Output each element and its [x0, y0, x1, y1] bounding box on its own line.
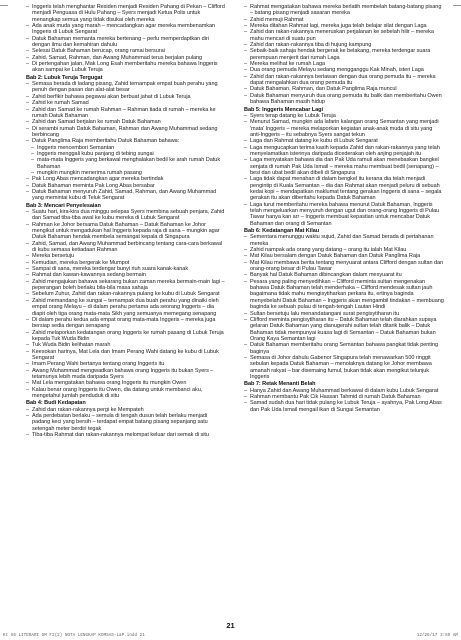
bullet-item: – Rahmat dan kawan-kawannya sedang bermain [26, 272, 226, 278]
bullet-item: – Sebelum Zuhur, Zahid dan rakan-rakannya pulang ke kubu di Lubuk Sengarat [26, 291, 226, 297]
bullet-item: – mungkin mungkin menerima rumah pasang [26, 170, 226, 176]
bullet-item: – Ada perdebatan berlaku – semula di tengah dusun telah berlaku menjadi padang keci yang bersih – terdapat empat batang pisang sepanjang satu setengah meter berdiri tegak [26, 413, 226, 432]
bullet-item: – Dua orang pemuda Melayu sedang mengganggu Kak Minah, isteri Laga [244, 67, 444, 73]
bullet-item: – Hanya Zahid dan Awang Muhammad berkawal di dalam kubu Lubuk Sengarat [244, 388, 444, 394]
bullet-item: – Rahmat mengatakan bahawa mereka berlatih membelah batang-batang pisang – batang pisang menjadi sasaran mereka [244, 4, 444, 17]
bullet-item: – Laga dan Rahmat datang ke kubu di Lubuk Sengarat [244, 138, 444, 144]
bullet-item: – Pesara yang paling menyedihkan – Clifford meminta sultan mengenakan bahawa Datuk Bahaman telah menderhaka – Clifford mendesak sultan jauh bagaimana tidak mahu mengisytiharkan perkara itu, ertinya baginda menyebelahi Datuk Bahaman – Inggeris akan mengambil tindakan – membuang baginda ke sebuah pulau di tengah-tengah Lautan Hindi [244, 279, 444, 311]
page-number: 21 [226, 621, 235, 630]
bullet-item: – Tuk Wuda Bidin kelihatan marah [26, 342, 226, 348]
bullet-item: – Inggeris mencembori Semantan [26, 145, 226, 151]
bullet-item: – Imam Perang Wahi bertanya tentang orang Inggeris itu [26, 361, 226, 367]
bullet-item: – Mat Lela mengatakan bahawa orang Inggeris itu mungkin Owen [26, 380, 226, 386]
bullet-item: – Sampai di sana, mereka terdengar bunyi riuh suara kanak-kanak [26, 266, 226, 272]
bullet-item: – Datuk Bahaman memberitahu orang Semantan bahawa pangkat tidak penting baginya [244, 342, 444, 355]
bullet-item: – Zahid memuji Rahmat [244, 17, 444, 23]
bullet-item: – Zahid, Samad, Rahman, dan Awang Muhammad terus berjalan pulang [26, 55, 226, 61]
crop-mark-right [453, 5, 461, 6]
bullet-item: – Kemudian, mereka bergerak ke Mumpot [26, 260, 226, 266]
print-footer [3, 633, 458, 638]
section-heading: Bab 5: Inggeris Mencabar Lagi [244, 106, 323, 113]
bullet-item: – Mat Kilau membawa berita tentang menyuarat antara Clifford dengan sultan dan orang-orang besar di Pulau Tawar [244, 260, 444, 273]
right-column [244, 4, 444, 413]
bullet-item: – Sultan bersetuju lalu menandatangani surat pengisytiharan itu [244, 311, 444, 317]
bullet-item: – Awang Muhammad mengwadkan bahawa orang Inggeris itu bukan Syers – tetamunya lebih muda daripada Syers [26, 368, 226, 381]
bullet-item: – Datuk Bahaman, Rahman, dan Datuk Panglima Raja muncul [244, 86, 444, 92]
bullet-item: – Laga tidak dapat menahan di dalam bengkel itu kerana dia telah menjadi pengintip di Kuala Semantan – dia dan Rahmat akan menjadi peluru di sebuah kedai kopi – mendapatkan maklumat tentang gerakan Inggeris di sana – segala gerakan itu akan diberitahu kepada Datuk Bahaman [244, 176, 444, 201]
section-heading: Bab 2: Lubuk Teruja Tergugat [26, 74, 103, 81]
bullet-item: – Mereka melihat ke rumah Laga [244, 61, 444, 67]
bullet-item: – Zahid dan Samad ke rumah Rahman – Rahman tiada di rumah – mereka ke rumah Datuk Bahaman [26, 107, 226, 120]
section-heading: Bab 3: Mencari Penyelesaian [26, 202, 101, 209]
bullet-item: – Sebaik-baik sahaja hendak bergerak ke belakang, mereka terdengar suara perempuan menjerit dari rumah Laga [244, 48, 444, 61]
bullet-item: – Zahid melaporkan kedatangan orang Inggeris ke rumah pasang di Lubuk Teruja kepada Tuk Wuda Bidin [26, 330, 226, 343]
bullet-item: – Mereka ditahan Rahmat lagi, mereka juga telah belajar silat dengan Laga [244, 23, 444, 29]
bullet-item: – Datuk Bahaman menyuruh Zahid, Samad, Rahman, dan Awang Muhammad yang memintai kubu di Teluk Sengarat [26, 189, 226, 202]
bullet-item: – Selesai Datuk Bahaman berucap, orang ramai bersurai [26, 48, 226, 54]
bullet-item: – Ada anak muda yang marah – mencadangkan agar mereka membenamkan Inggeris di Lubuk Sengarat [26, 23, 226, 36]
crop-mark-left [0, 5, 8, 6]
bullet-item: – Laga menyatakan bahawa dia dan Pak Uda ramuli akan menebaskan bangkel senjata di rumah Pak Uda Ismail – mereka mahu membuat bedil (senapang) – besi dan ubat bedil akan dibeli di Singapura [244, 157, 444, 176]
bullet-item: – Di dalam perahu kedua ada empat orang mata-mata Inggeris – mereka juga bersiap sedia dengan senapang [26, 317, 226, 330]
bullet-item: – Inggeris telah menghantar Residen menjadi Residen Pahang di Pekan – Clifford menjadi Penguasa di Hulu Pahang – Syers menjadi Ketua Polis untuk menangkap semua yang tidak disukai oleh mereka [26, 4, 226, 23]
bullet-item: – Clifford meminta pengisytiharan itu – Datuk Bahaman telah diarahkan supaya gelaran Datuk Bahaman yang dianugerahi sultan telah ditarik balik – Datuk Bahaman tidak mempunyai kuasa lagi di Semantan – Datuk Bahaman bukan Orang Kaya Semantan lagi [244, 317, 444, 342]
bullet-item: – mata-mata Inggeris yang berkawal menghalakan bedil ke arah rumah Datuk Bahaman [26, 157, 226, 170]
bullet-item: – Zahid berfikir bahawa pegawai akan berbuat jahat di Lubuk Teruja [26, 94, 226, 100]
bullet-item: – Zahid mengajukan bahawa sekarang bukan zaman mereka bermain-main lagi – peperangan boleh berlaku bila-bila masa sahaja [26, 279, 226, 292]
bullet-item: – Semasa berada di ladang pisang, Zahid ternampak empat buah perahu yang penuh dengan pasan dan alat-alat besar [26, 81, 226, 94]
section-heading: Bab 6: Kedatangan Mat Kilau [244, 228, 320, 235]
bullet-item: – Menurut Samad, mungkin ada lafarin kalangan orang Semantan yang menjadi 'mata' Inggeris – mereka melaporkan kegiatan anak-anak muda di situ yang anti-Inggeris – itu sebabnya Syers sangat tekun [244, 119, 444, 138]
bullet-item: – Zahid dan rakan-rakannya meneruskan perjalanan ke sebelah hilir – mereka mahu mencari di suatu pun [244, 29, 444, 42]
bullet-item: – Suatu hari, kira-kira dua minggu selepas Syers membina sebuah penjara, Zahid dan Samad tiba-tiba awal ke kubu mereka di Lubuk Sengarat [26, 209, 226, 222]
bullet-item: – Syers terap datang ke Lubuk Teruja [244, 113, 444, 119]
bullet-item: – Kalau benar orang Inggeris itu Owen, dia datang untuk membanci aku, mengetahui jumlah penduduk di situ [26, 387, 226, 400]
bullet-item: – Zahid, Samad, dan Awang Muhammad berbincang tentang cara-cara berkawal di kubu semasa ketiadaan Rahman [26, 241, 226, 254]
section-heading: Bab 4: Budi Kedapatan [26, 400, 86, 407]
bullet-item: – Datuk Bahaman meminta Pak Long Abas bersabar [26, 183, 226, 189]
bullet-item: – Laga turut memberitahu mereka bahawa menurut Datuk Bahaman, Inggeris telah mengeluarkan menyuruh dengan ugut dan orang-orang Inggeris di Pulau Tawar hanya kan arr – Inggeris membuat kepastian untuk mencabar Datuk Bahaman dan orang di Semantan [244, 202, 444, 227]
bullet-item: – Zahid dan rakan-rakannya pergi ke Mempateh [26, 407, 226, 413]
bullet-item: – Pak Long Abas mencadangkan agar mereka bertindak [26, 176, 226, 182]
footer-timestamp: 12/28/17 3:59 AM [416, 633, 458, 638]
bullet-item: – Datuk Bahaman menyuruh dua orang pemuda itu balik dan memberitahu Owen bahawa Bahaman masih hidup [244, 93, 444, 106]
bullet-item: – Zahid dan Samad berjalan ke rumah Datuk Bahaman [26, 119, 226, 125]
bullet-item: – Zahid dan rakan-rakannya tiba di hujung kampung [244, 42, 444, 48]
bullet-item: – Datuk Bahaman memanta mereka bertenang – perlu memperdaptkan diri dengan ilmu dan kemahiran dahulu [26, 36, 226, 49]
bullet-item: – Zahid memandang ke sungai – ternampak dua buah perahu yang dinaiki oleh empat orang Melayu – di dalam perahu pertama ada seorang Inggeris – dia diapit oleh tiga orang mata-mata Sikh yang semuanya memegang senapang [26, 298, 226, 317]
bullet-item: – Di serambi rumah Datuk Bahaman, Rahman dan Awang Muhammad sedang berbincang [26, 126, 226, 139]
section-heading: Bab 7: Retak Menanti Belah [244, 381, 316, 388]
footer-file-label: Kt S6 LITERARI SM F2(2) NOTA LENGKAP KOMSAS-LaP.indd 21 [3, 633, 145, 638]
bullet-item: – Zahid ke rumah Samad [26, 100, 226, 106]
left-column [26, 4, 226, 438]
bullet-item: – Mereka bersetuju [26, 253, 226, 259]
bullet-item: – Semasa di Johor dahulu Gabenor Singapura telah menawarkan 500 ringgit sebulan kepada Datuk Bahaman – menolaknya datang ke Johor membawa amanah rakyat – bar disemaing fumul, bukan tidak akan mengikut telunjuk Inggeris [244, 355, 444, 380]
bullet-item: – Inggeris menggali kubu panjang di tebing sungai [26, 151, 226, 157]
bullet-item: – Banyak hal Datuk Bahaman dibincangkan dalam mesyuarat itu [244, 272, 444, 278]
bullet-item: – Datuk Panglima Raja memberitahu Datuk Bahaman bahawa: [26, 138, 226, 144]
bullet-item: – Rahman ke Johor bersama Datuk Bahaman – Datuk Bahaman ke Johor mengikut untuk mengadukan hal Inggeris kepada raja di sana – mungkin agar Datuk Bahaman hendak membela semangat kepala di Singapura [26, 222, 226, 241]
bullet-item: – Mat Kilau bersalam dengan Datuk Bahaman dan Datuk Panglima Raja [244, 253, 444, 259]
bullet-item: – Zahid nampak ada orang yang datang – orang itu ialah Mat Kilau [244, 247, 444, 253]
bullet-item: – Sementara menunggu waktu sujud, Zahid dan Samad berada di pertahanan mereka [244, 234, 444, 247]
bullet-item: – Keesokan harinya, Mat Lela dan Imam Perang Wahi datang ke kubu di Lubuk Sengarat [26, 349, 226, 362]
bullet-item: – Laga mengucapkan terima kasih kepada Zahid dan rakan-rakannya yang telah menyelamatkan isterinya daripada dicederakan oleh anjing penjajah itu [244, 145, 444, 158]
bullet-item: – Di pertengahan jalan, Mak Long Esah memberitahu mereka bahawa Inggeris akan sampai ke Lubuk Teruja [26, 61, 226, 74]
bullet-item: – Tiba-tiba Rahmat dan rakan-rakannya melompat keluar dari semak di situ [26, 432, 226, 438]
bullet-item: – Zahid dan rakan-rakannya berlawan dengan dua orang pemuda itu – mereka dapat mengalahkan dua orang pemuda itu [244, 74, 444, 87]
bullet-item: – Rahman membantu Pak Cik Hassan Tahmid di rumah Datuk Bahaman [244, 394, 444, 400]
bullet-item: – Samad sudah dua hari tidak pulang ke Lubuk Teruja – ayahnya, Pak Long Abas dan Pak Uda Ismail mengail ikan di Sungai Semantan [244, 400, 444, 413]
